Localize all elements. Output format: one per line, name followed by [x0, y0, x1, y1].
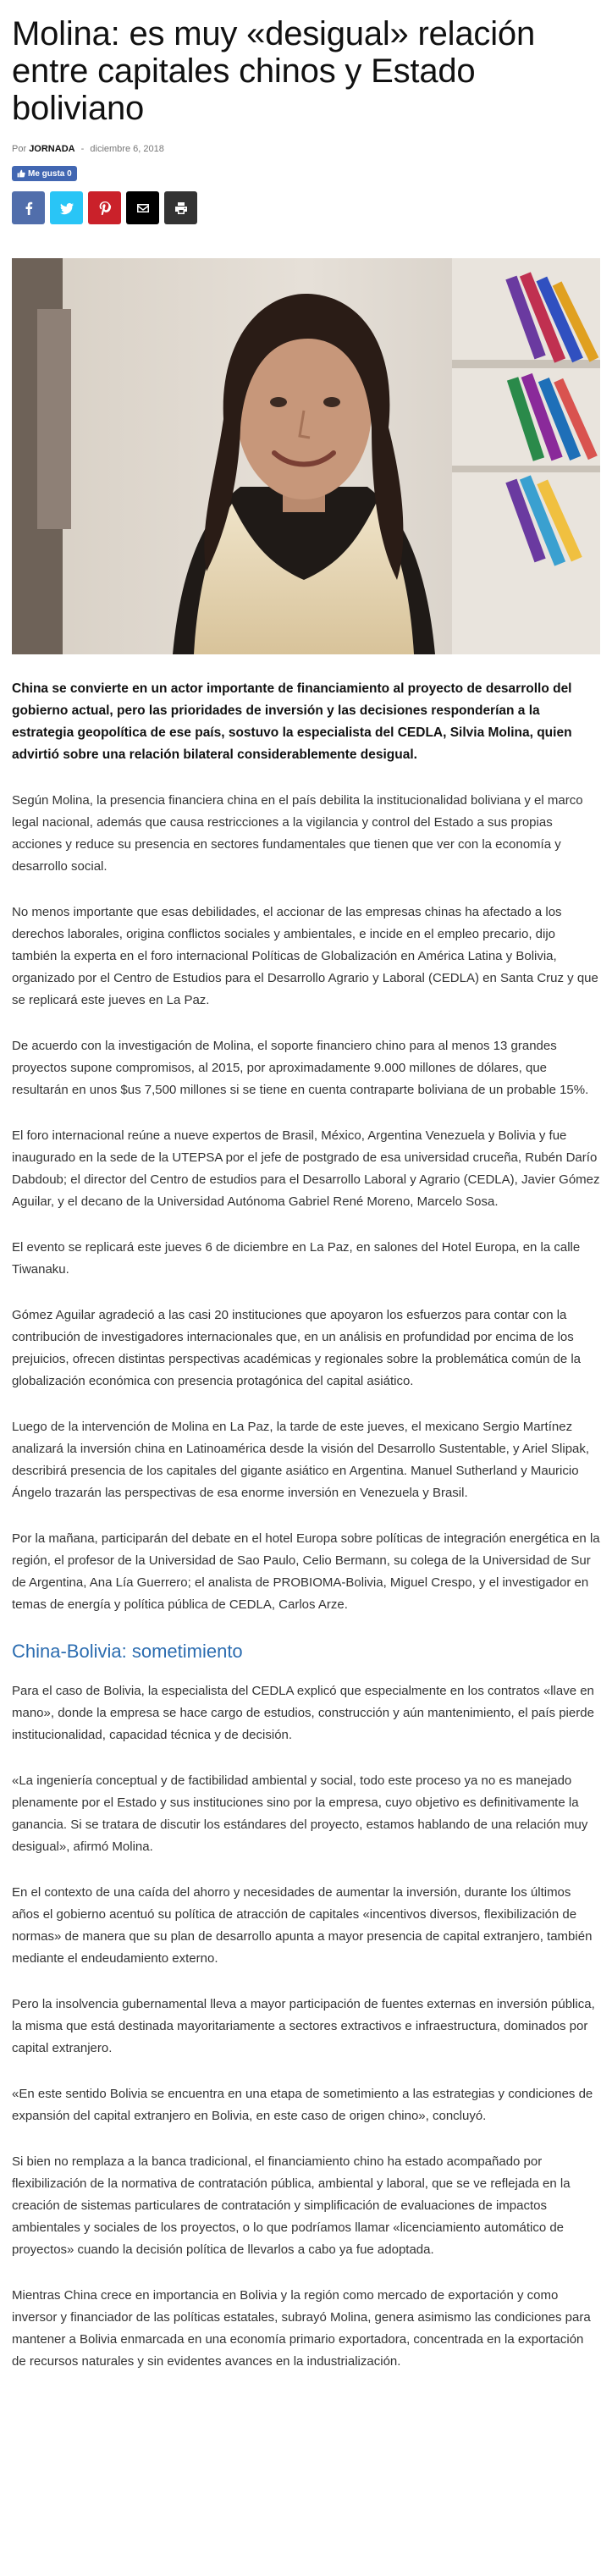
article-paragraph: No menos importante que esas debilidades, el accionar de las empresas chinas ha afectado a los derechos laborales, origina conflictos sociales y ambientales, e incide en el empleo precario, dijo también la experta en el foro internacional Políticas de Globalización en América Latina y Bolivia, organizado por el Centro de Estudios para el Desarrollo Agrario y Laboral (CEDLA) en Santa Cruz y que se replicará este jueves en La Paz. [12, 905, 598, 1007]
article-paragraph: «La ingeniería conceptual y de factibilidad ambiental y social, todo este proceso ya no es manejado plenamente por el Estado y sus instituciones sino por la empresa, cuyo objetivo es definitivamente la ganancia. Si se tratara de discutir los estándares del proyecto, estamos hablando de una relación muy desigual», afirmó Molina. [12, 1773, 588, 1854]
article-paragraph: Para el caso de Bolivia, la especialista del CEDLA explicó que especialmente en los contratos «llave en mano», donde la empresa se hace cargo de estudios, construcción y aún mantenimiento, el país pierde institucionalidad, capacidad técnica y de decisión. [12, 1684, 594, 1742]
print-icon [174, 201, 188, 215]
article-paragraph: Mientras China crece en importancia en Bolivia y la región como mercado de exportación y como inversor y financiador de las políticas estatales, subrayó Molina, genera asimismo las condiciones para mantener a Bolivia enmarcada en una economía primario exportadora, concentrada en la exportación de recursos naturales y sin evidentes avances en la industrialización. [12, 2288, 591, 2369]
article-lead: China se convierte en un actor importante de financiamiento al proyecto de desarrollo del gobierno actual, pero las prioridades de inversión y las decisiones responderían a la estrategia geopolítica de ese país, sostuvo la especialista del CEDLA, Silvia Molina, quien advirtió sobre una relación bilateral considerablemente desigual. [12, 681, 572, 762]
facebook-share-button[interactable] [12, 191, 45, 224]
article-paragraph: Pero la insolvencia gubernamental lleva a mayor participación de fuentes externas en inversión pública, la misma que está destinada mayoritariamente a sectores extractivos e infraestructura, dominados por capital extranjero. [12, 1997, 595, 2055]
section-subheading: China-Bolivia: sometimiento [12, 1641, 243, 1662]
facebook-like-button[interactable] [12, 166, 77, 181]
article-paragraph: Por la mañana, participarán del debate en el hotel Europa sobre políticas de integración energética en la región, el profesor de la Universidad de Sao Paulo, Celio Bermann, su colega de la Universidad de Sur de Argentina, Ana Lía Guerrero; el analista de PROBIOMA-Bolivia, Miguel Crespo, y el investigador en temas de energía y política pública de CEDLA, Carlos Arze. [12, 1531, 600, 1612]
pinterest-icon [98, 201, 112, 215]
byline-separator: - [80, 144, 85, 154]
twitter-share-button[interactable] [50, 191, 83, 224]
byline [12, 144, 600, 154]
facebook-icon [22, 201, 36, 215]
thumbs-up-icon [17, 169, 25, 178]
article-paragraph: Gómez Aguilar agradeció a las casi 20 instituciones que apoyaron los esfuerzos para contar con la contribución de investigadores internacionales que, en un análisis en profundidad por encima de los prejuicios, ofrecen distintas perspectivas académicas y regionales sobre la problemática común de la globalización económica con presencia protagónica del capital asiático. [12, 1308, 582, 1388]
pinterest-share-button[interactable] [88, 191, 121, 224]
like-label: Me gusta 0 [28, 168, 72, 179]
byline-prefix: Por [12, 144, 27, 154]
article-paragraph: Según Molina, la presencia financiera china en el país debilita la institucionalidad boliviana y el marco legal nacional, además que causa restricciones a la vigilancia y control del Estado a sus propias acciones y reduce su presencia en sectores fundamentales que tienen que ver con la economía y desarrollo social. [12, 793, 583, 874]
article-paragraph: «En este sentido Bolivia se encuentra en una etapa de sometimiento a las estrategias y condiciones de expansión del capital extranjero en Bolivia, en este caso de origen chino», concluyó. [12, 2087, 593, 2123]
email-icon [136, 201, 150, 215]
publish-date: diciembre 6, 2018 [90, 144, 164, 154]
article-paragraph: El evento se replicará este jueves 6 de diciembre en La Paz, en salones del Hotel Europa, en la calle Tiwanaku. [12, 1240, 581, 1277]
article-paragraph: El foro internacional reúne a nueve expertos de Brasil, México, Argentina Venezuela y Bolivia y fue inaugurado en la sede de la UTEPSA por el jefe de postgrado de esa universidad cruceña, Rubén Darío Dabdoub; el director del Centro de estudios para el Desarrollo Laboral y Agrario (CEDLA), Javier Gómez Aguilar, y el decano de la Universidad Autónoma Gabriel René Moreno, Marcelo Sosa. [12, 1128, 600, 1209]
article-paragraph: Si bien no remplaza a la banca tradicional, el financiamiento chino ha estado acompañado por flexibilización de la normativa de contratación pública, ambiental y laboral, que se ve reflejada en la creación de sistemas particulares de contratación y simplificación de evaluaciones de impactos ambientales y sociales de los proyectos, o lo que podríamos llamar «licenciamiento automático de proyectos» cuando la decisión política de llevarlos a cabo ya fue adoptada. [12, 2154, 571, 2257]
article-photo [12, 258, 600, 654]
print-share-button[interactable] [164, 191, 197, 224]
article-title: Molina: es muy «desigual» relación entre capitales chinos y Estado boliviano [12, 15, 535, 127]
article-paragraph: En el contexto de una caída del ahorro y necesidades de aumentar la inversión, durante los últimos años el gobierno acentuó su política de atracción de capitales «incentivos diversos, flexibilización de normas» de manera que su plan de desarrollo apunta a mayor presencia de capital extranjero, también mediante el endeudamiento externo. [12, 1885, 593, 1966]
twitter-icon [60, 201, 74, 215]
article-paragraph: Luego de la intervención de Molina en La Paz, la tarde de este jueves, el mexicano Sergio Martínez analizará la inversión china en Latinoamérica desde la visión del Desarrollo Sustentable, y Ariel Slipak, describirá presencia de los capitales del gigante asiático en Argentina. Manuel Sutherland y Mauricio Ángelo trazarán las perspectivas de esa enorme inversión en Venezuela y Brasil. [12, 1420, 590, 1500]
article-paragraph: De acuerdo con la investigación de Molina, el soporte financiero chino para al menos 13 grandes proyectos supone compromisos, al 2015, por aproximadamente 9.000 millones de dólares, que resultarán en unos $us 7,500 millones si se tiene en cuenta contraparte boliviana de un probable 15%. [12, 1039, 589, 1097]
author-link[interactable]: JORNADA [29, 144, 75, 154]
share-bar [12, 191, 600, 224]
email-share-button[interactable] [126, 191, 159, 224]
